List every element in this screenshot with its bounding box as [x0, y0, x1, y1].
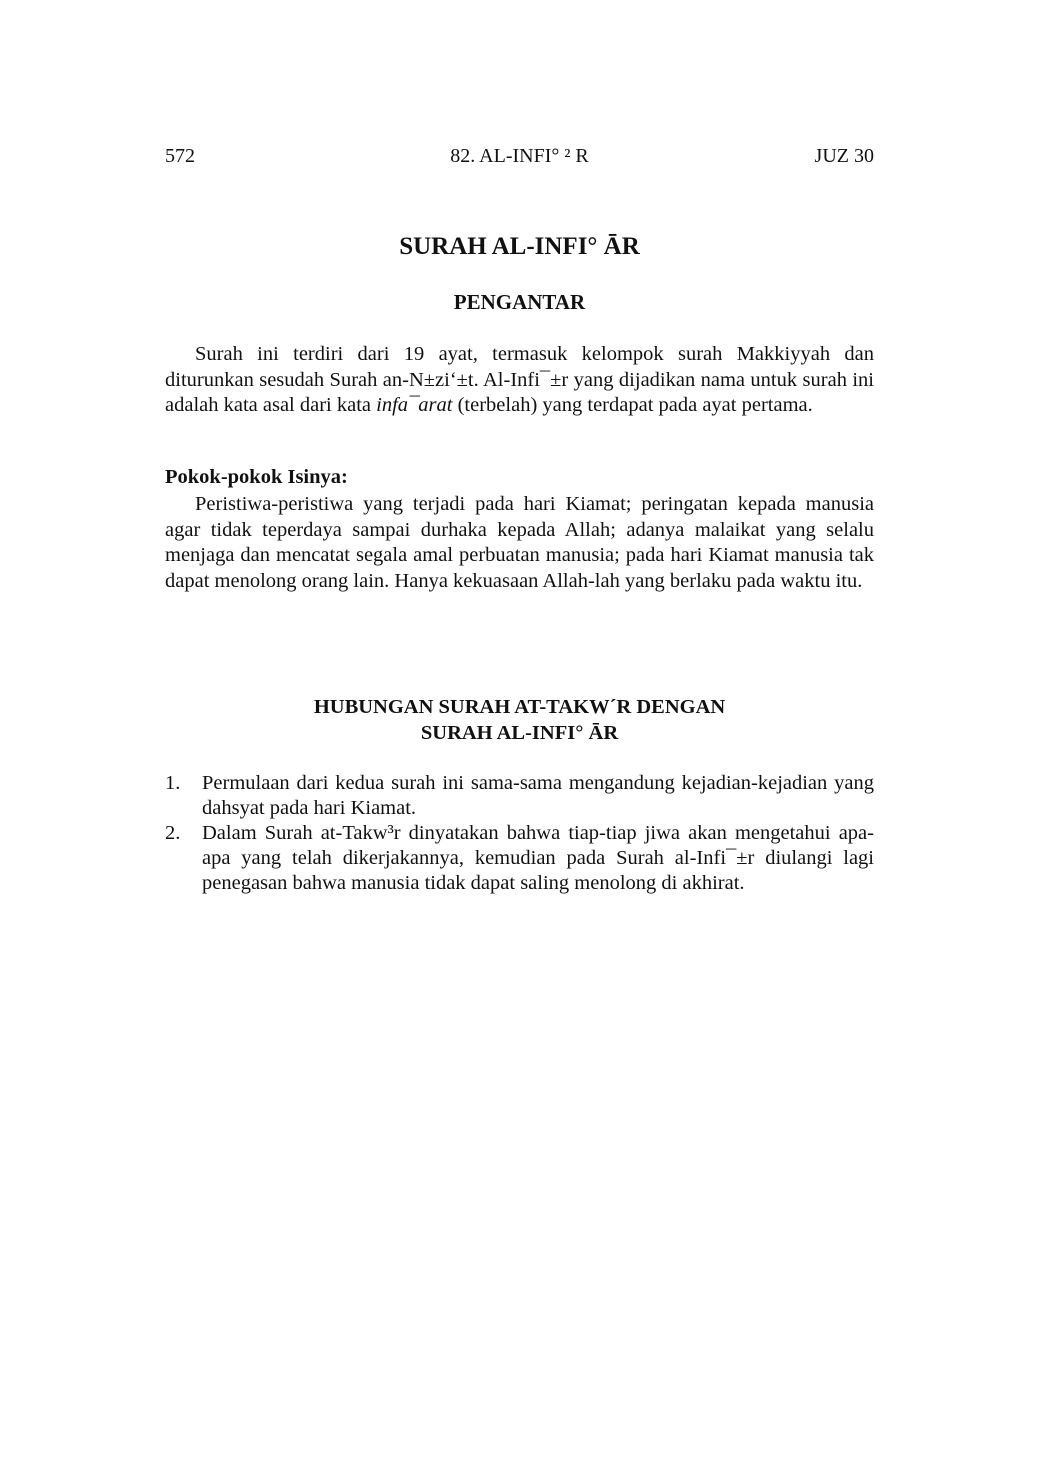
list-item-number: 2.: [165, 822, 181, 844]
intro-text-after: (terbelah) yang terdapat pada ayat pertama.: [452, 394, 813, 416]
hubungan-heading-line1: HUBUNGAN SURAH AT-TAKW´R DENGAN: [313, 696, 726, 718]
page-number: 572: [165, 145, 195, 167]
intro-paragraph: [165, 342, 874, 419]
list-item-number: 1.: [165, 772, 181, 794]
list-item: [165, 771, 874, 821]
pokok-heading: Pokok-pokok Isinya:: [165, 466, 348, 488]
surah-reference: 82. AL-INFI° ² R: [450, 145, 589, 167]
list-item-text: Dalam Surah at-Takw³r dinyatakan bahwa tiap-tiap jiwa akan mengetahui apa-apa yang telah dikerjakannya, kemudian pada Surah al-Infi¯±r diulangi lagi penegasan bahwa manusia tidak dapat saling menolong di akhirat.: [202, 822, 874, 894]
list-item-text: Permulaan dari kedua surah ini sama-sama mengandung kejadian-kejadian yang dahsyat pada hari Kiamat.: [202, 772, 874, 819]
list-item: [165, 821, 874, 896]
running-header: [165, 145, 874, 171]
pokok-paragraph: Peristiwa-peristiwa yang terjadi pada hari Kiamat; peringatan kepada manusia agar tidak teperdaya sampai durhaka kepada Allah; adanya malaikat yang selalu menjaga dan mencatat segala amal perbuatan manusia; pada hari Kiamat manusia tak dapat menolong orang lain. Hanya kekuasaan Allah-lah yang berlaku pada waktu itu.: [165, 493, 874, 592]
intro-text-before: Surah ini terdiri dari 19 ayat, termasuk kelompok surah Makkiyyah dan diturunkan sesudah Surah an-N±zi‘±t. Al-Infi¯±r yang dijadikan nama untuk surah ini adalah kata asal dari kata: [165, 343, 874, 416]
hubungan-list: [165, 771, 874, 896]
section-heading-pengantar: PENGANTAR: [453, 290, 586, 314]
hubungan-heading: [165, 694, 874, 746]
hubungan-heading-line2: SURAH AL-INFI° ĀR: [420, 722, 619, 744]
page-title: SURAH AL-INFI° ĀR: [399, 233, 640, 260]
juz-label: JUZ 30: [814, 145, 874, 167]
intro-italic-term: infa¯arat: [376, 394, 453, 416]
